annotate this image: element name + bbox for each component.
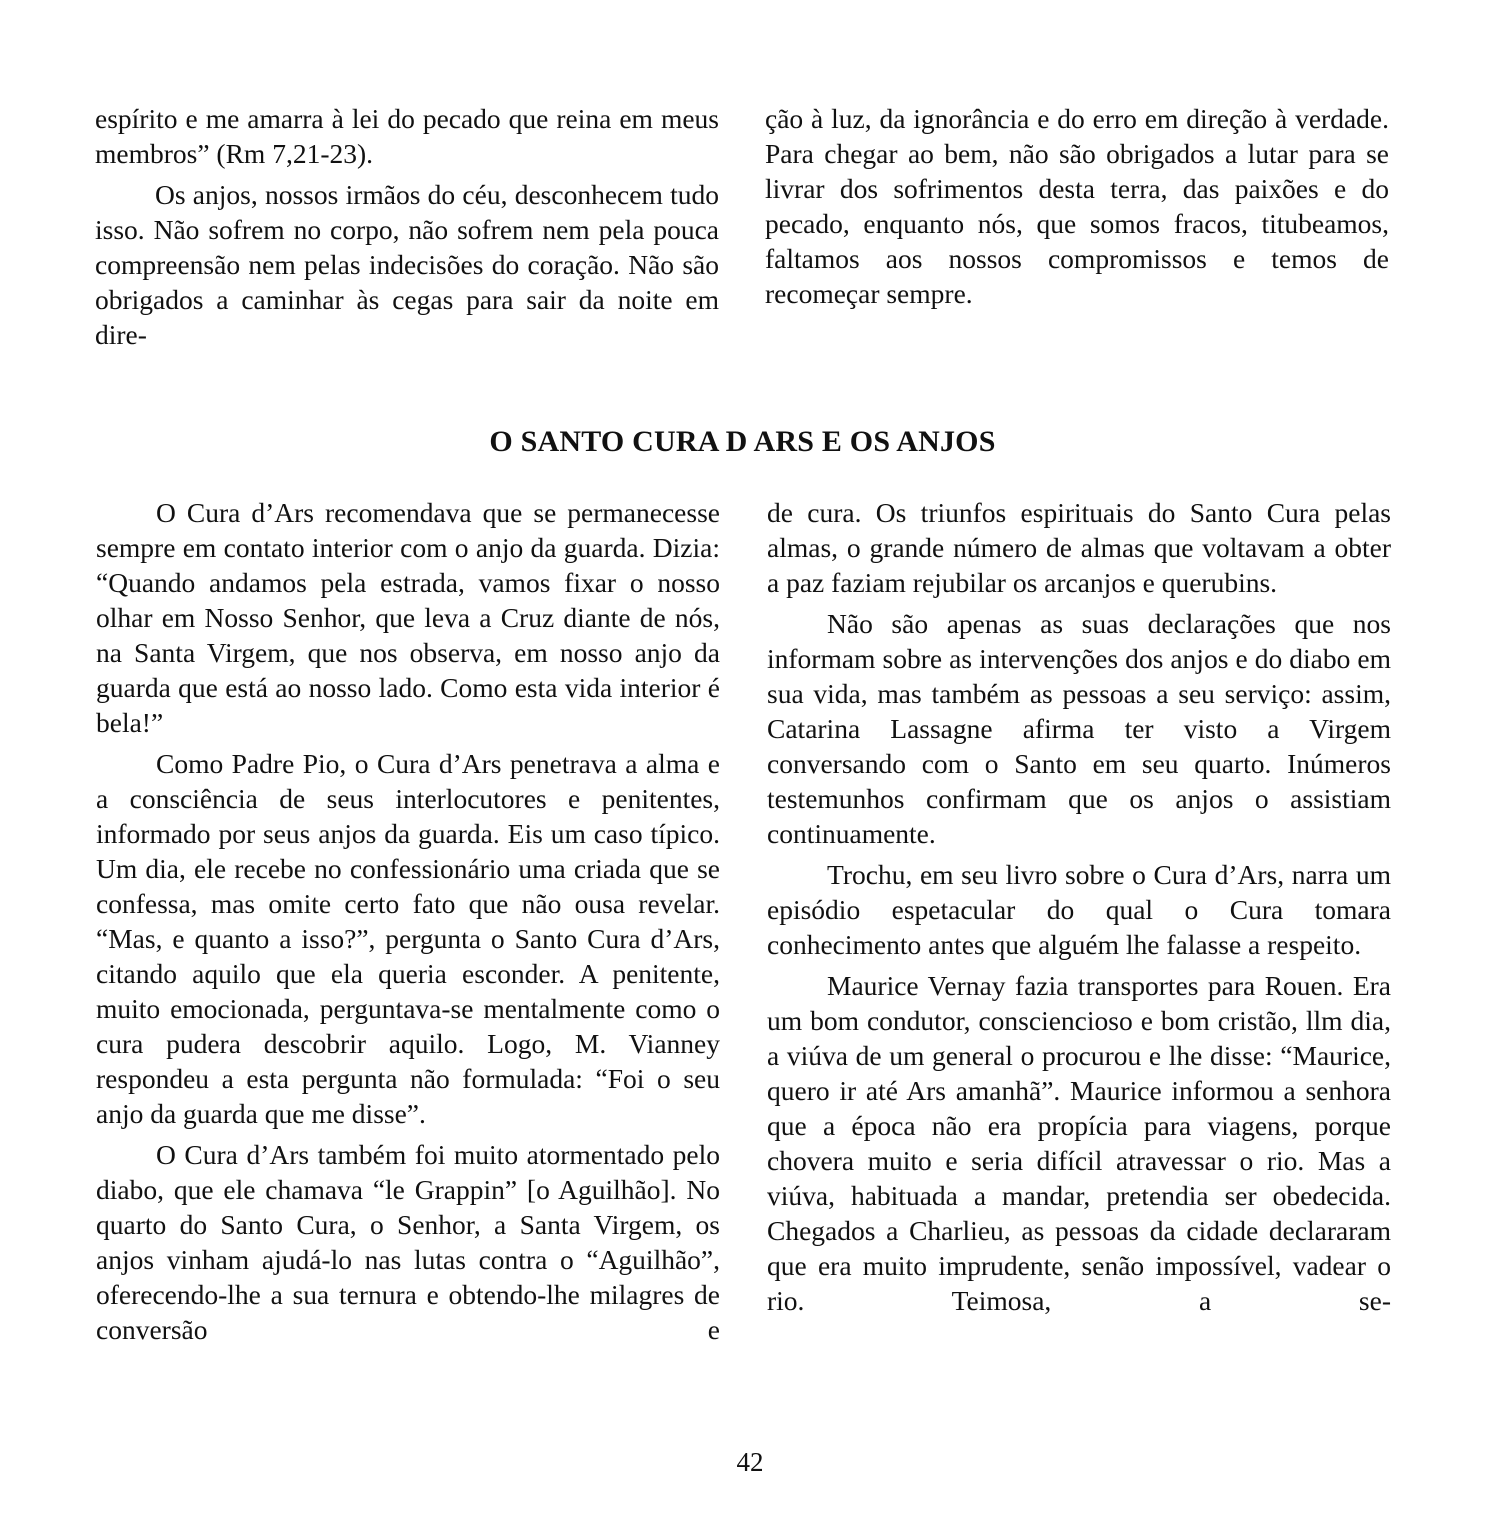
top-left-column — [95, 101, 719, 358]
bottom-left-column — [96, 495, 720, 1353]
paragraph: Não são apenas as suas declarações que nos informam sobre as intervenções dos anjos e do diabo em sua vida, mas também as pessoas a seu serviço: assim, Catarina Lassagne afirma ter visto a Virgem conversando com o Santo em seu quarto. Inúmeros testemunhos confirmam que os anjos o assistiam continuamente. — [767, 608, 1391, 849]
top-right-column — [765, 101, 1389, 317]
paragraph: ção à luz, da ignorância e do erro em direção à verdade. Para chegar ao bem, não são obrigados a lutar para se livrar dos sofrimentos desta terra, das paixões e do pecado, enquanto nós, que somos fracos, titubeamos, faltamos aos nossos compromissos e temos de recomeçar sempre. — [765, 103, 1389, 309]
paragraph: de cura. Os triunfos espirituais do Santo Cura pelas almas, o grande número de almas que voltavam a obter a paz faziam rejubilar os arcanjos e querubins. — [767, 497, 1391, 598]
paragraph: Como Padre Pio, o Cura d’Ars penetrava a alma e a consciência de seus interlocutores e penitentes, informado por seus anjos da guarda. Eis um caso típico. Um dia, ele recebe no confessionário uma criada que se confessa, mas omite certo fato que não ousa revelar. “Mas, e quanto a isso?”, pergunta o Santo Cura d’Ars, citando aquilo que ela queria esconder. A penitente, muito emocionada, perguntava-se mentalmente como o cura pudera descobrir aquilo. Logo, M. Vianney respondeu a esta pergunta não formulada: “Foi o seu anjo da guarda que me disse”. — [96, 748, 720, 1129]
paragraph: O Cura d’Ars recomendava que se permanecesse sempre em contato interior com o anjo da guarda. Dizia: “Quando andamos pela estrada, vamos fixar o nosso olhar em Nosso Senhor, que leva a Cruz diante de nós, na Santa Virgem, que nos observa, em nosso anjo da guarda que está ao nosso lado. Como esta vida interior é bela!” — [96, 497, 720, 738]
paragraph: espírito e me amarra à lei do pecado que reina em meus membros” (Rm 7,21-23). — [95, 103, 719, 169]
paragraph: O Cura d’Ars também foi muito atormentado pelo diabo, que ele chamava “le Grappin” [o Aguilhão]. No quarto do Santo Cura, o Senhor, a Santa Virgem, os anjos vinham ajudá-lo nas lutas contra o “Aguilhão”, oferecendo-lhe a sua ternura e obtendo-lhe milagres de conversão e — [96, 1139, 720, 1345]
page-number: 42 — [736, 1447, 764, 1477]
bottom-right-column — [767, 495, 1391, 1324]
paragraph: Maurice Vernay fazia transportes para Rouen. Era um bom condutor, consciencioso e bom cristão, llm dia, a viúva de um general o procurou e lhe disse: “Maurice, quero ir até Ars amanhã”. Maurice informou a senhora que a época não era propícia para viagens, porque chovera muito e seria difícil atravessar o rio. Mas a viúva, habituada a mandar, pretendia ser obedecida. Chegados a Charlieu, as pessoas da cidade declararam que era muito imprudente, senão impossível, vadear o rio. Teimosa, a se- — [767, 970, 1391, 1316]
section-title: O SANTO CURA D ARS E OS ANJOS — [489, 425, 996, 458]
paragraph: Trochu, em seu livro sobre o Cura d’Ars, narra um episódio espetacular do qual o Cura tomara conhecimento antes que alguém lhe falasse a respeito. — [767, 859, 1391, 960]
paragraph: Os anjos, nossos irmãos do céu, desconhecem tudo isso. Não sofrem no corpo, não sofrem nem pela pouca compreensão nem pelas indecisões do coração. Não são obrigados a caminhar às cegas para sair da noite em dire- — [95, 179, 719, 350]
